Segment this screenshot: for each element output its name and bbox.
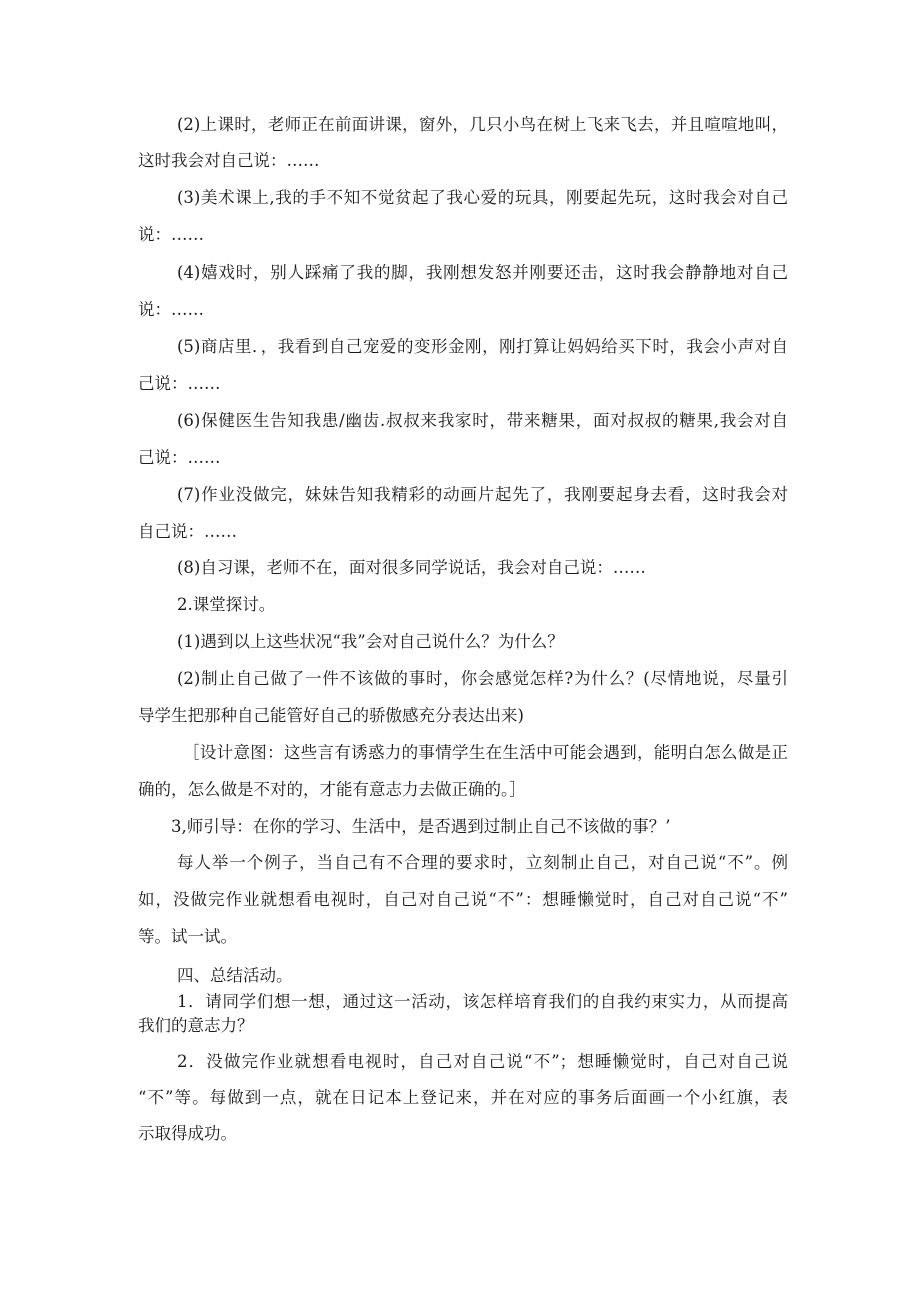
paragraph-line: (1)遇到以上这些状况“我”会对自己说什么？为什么？ [177, 632, 564, 651]
paragraph-line: (8)自习课，老师不在，面对很多同学说话，我会对自己说：…… [177, 558, 646, 577]
paragraph-line: 说：…… [138, 300, 204, 319]
paragraph-line: (4)嬉戏时，别人踩痛了我的脚，我刚想发怒并刚要还击，这时我会静静地对自己 [177, 263, 788, 282]
paragraph-line: (7)作业没做完，妹妹告知我精彩的动画片起先了，我刚要起身去看，这时我会对 [177, 485, 788, 504]
paragraph-line: 1．请同学们想一想，通过这一活动，该怎样培育我们的自我约束实力，从而提高 [177, 992, 788, 1011]
paragraph-line: 每人举一个例子，当自己有不合理的要求时，立刻制止自己，对自己说“不”。例 [177, 853, 788, 872]
paragraph-line: 自己说：…… [138, 522, 237, 541]
paragraph-line: 3,师引导：在你的学习、生活中，是否遇到过制止自己不该做的事？’ [171, 817, 671, 836]
paragraph-line: (2)制止自己做了一件不该做的事时，你会感觉怎样?为什么？(尽情地说，尽量引 [177, 669, 788, 688]
paragraph-line: 这时我会对自己说：…… [138, 151, 320, 170]
paragraph-line: (6)保健医生告知我患/幽齿.叔叔来我家时，带来糖果，面对叔叔的糖果,我会对自 [177, 411, 788, 430]
paragraph-line: (2)上课时，老师正在前面讲课，窗外，几只小鸟在树上飞来飞去，并且喧喧地叫， [177, 115, 788, 134]
paragraph-line: 等。试一试。 [138, 927, 237, 946]
paragraph-line: 示取得成功。 [138, 1124, 237, 1143]
paragraph-line: (3)美术课上,我的手不知不觉贫起了我心爱的玩具，刚要起先玩，这时我会对自己 [177, 188, 788, 207]
paragraph-line: 2．没做完作业就想看电视时，自己对自己说“不”；想睡懒觉时，自己对自己说 [177, 1052, 788, 1071]
section-heading: 2.课堂探讨。 [177, 595, 276, 614]
paragraph-line: 说：…… [138, 225, 204, 244]
section-heading: 四、总结活动。 [177, 966, 293, 985]
paragraph-line: 我们的意志力？ [138, 1016, 254, 1035]
paragraph-line: 己说：…… [138, 374, 221, 393]
paragraph-line: “不”等。每做到一点，就在日记本上登记来，并在对应的事务后面画一个小红旗，表 [138, 1088, 788, 1107]
design-note-line: 确的，怎么做是不对的，才能有意志力去做正确的。］ [138, 780, 526, 799]
design-note-line: ［设计意图：这些言有诱惑力的事情学生在生活中可能会遇到，能明白怎么做是正 [183, 743, 788, 762]
paragraph-line: 如，没做完作业就想看电视时，自己对自己说“不”：想睡懒觉时，自己对自己说“不” [138, 890, 788, 909]
paragraph-line: 己说：…… [138, 448, 221, 467]
paragraph-line: 导学生把那种自己能管好自己的骄傲感充分表达出来) [138, 706, 524, 725]
paragraph-line: (5)商店里．，我看到自己宠爱的变形金刚，刚打算让妈妈给买下时，我会小声对自 [177, 337, 788, 356]
